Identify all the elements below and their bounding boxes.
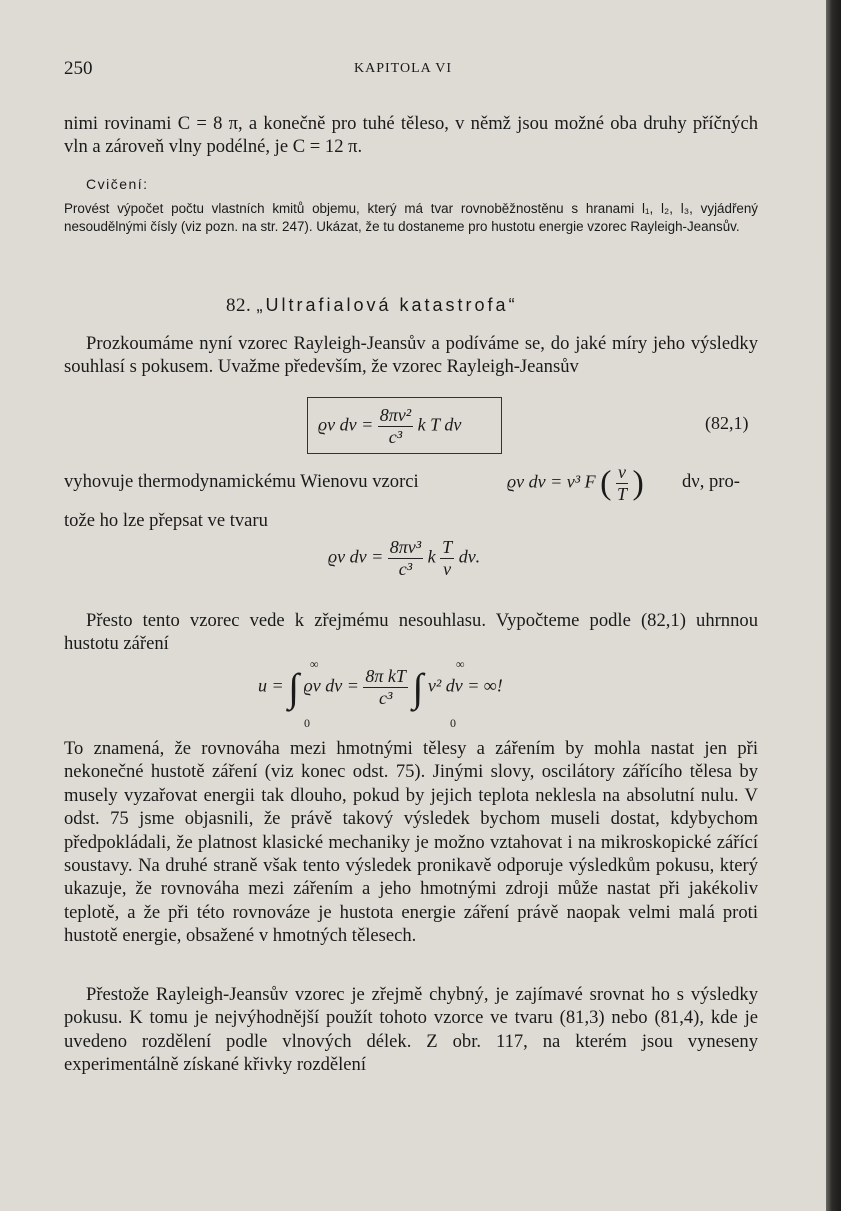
paragraph-3-end: dν, pro- bbox=[682, 471, 740, 492]
paragraph-6: To znamená, že rovnováha mezi hmotnými tělesy a zářením by mohla nastat jen při nekonečné hustotě záření (viz konec odst. 75). Jinými slovy, oscilátory zářícího tělesa by musely vyzařovat energii tak dlouho, pokud by jejich teplota neklesla na absolutní nulu. V odst. 75 jsme objasnili, že právě takový výsledek bychom museli dostat, kdybychom předpokládali, že platnost klasické mechaniky je možno vztahovat i na mikroskopické zářící soustavy. Na druhé straně však tento výsledek pronikavě odporuje výsledkům pokusu, který ukazuje, že rovnováha mezi zářením a jeho hmotnými zdroji může nastat při jakékoliv teplotě, a že při této rovnováze je hustota energie záření právě naopak velmi malá proti hustotě energie, obsažené v hmotných tělesech. bbox=[64, 738, 758, 947]
paragraph-2: Prozkoumáme nyní vzorec Rayleigh-Jeansův a podíváme se, do jaké míry jeho výsledky souhlasí s pokusem. Uvažme především, že vzorec Rayleigh-Jeansův bbox=[64, 333, 758, 378]
integral-1-lower-limit: 0 bbox=[304, 716, 310, 730]
eq1-denominator: c³ bbox=[388, 427, 403, 447]
wien-paren-left: ( bbox=[600, 464, 612, 502]
eq2-denominator: c³ bbox=[398, 559, 413, 579]
wien-paren-right: ) bbox=[632, 464, 644, 502]
section-number: 82. bbox=[226, 295, 252, 316]
eq3-integrand-2: ν² dν = ∞! bbox=[427, 675, 503, 696]
paragraph-7: Přestože Rayleigh-Jeansův vzorec je zřejmě chybný, je zajímavé srovnat ho s výsledky pokusu. K tomu je nejvýhodnější použít tohoto vzorce ve tvaru (81,3) nebo (81,4), kde je uvedeno rozdělení podle vlnových délek. Z obr. 117, na kterém jsou vyneseny experimentálně získané křivky rozdělení bbox=[64, 984, 758, 1076]
integral-2-lower-limit: 0 bbox=[450, 716, 456, 730]
book-edge bbox=[826, 0, 841, 1211]
integral-2-upper-limit: ∞ bbox=[456, 657, 465, 671]
eq2-numerator-2: T bbox=[442, 537, 453, 557]
integral-sign-1: ∫ bbox=[288, 665, 300, 710]
exercise-label: Cvičení: bbox=[86, 176, 149, 192]
wien-lhs: ϱν dν = ν³ F bbox=[507, 471, 596, 492]
eq2-k: k bbox=[427, 546, 436, 567]
eq2-numerator: 8πν³ bbox=[389, 537, 422, 557]
eq2-lhs: ϱν dν = bbox=[328, 546, 384, 567]
eq2-denominator-2: ν bbox=[443, 559, 452, 579]
wien-denominator: T bbox=[616, 484, 627, 504]
eq1-numerator: 8πν² bbox=[379, 405, 412, 425]
eq3-denominator: c³ bbox=[378, 688, 393, 708]
eq1-fraction bbox=[378, 405, 413, 448]
eq2-end: dν. bbox=[458, 546, 481, 567]
section-heading bbox=[226, 295, 518, 317]
eq1-rhs: k T dν bbox=[417, 414, 462, 435]
paragraph-4: tože ho lze přepsat ve tvaru bbox=[64, 510, 268, 531]
wien-formula bbox=[507, 462, 644, 505]
eq3-u: u = bbox=[258, 675, 284, 696]
eq3-fraction bbox=[363, 666, 408, 709]
eq2-fraction-2 bbox=[440, 537, 454, 580]
running-head: KAPITOLA VI bbox=[354, 61, 452, 76]
integral-sign-2: ∫ bbox=[412, 665, 424, 710]
paragraph-5: Přesto tento vzorec vede k zřejmému nesouhlasu. Vypočteme podle (82,1) uhrnnou hustotu záření bbox=[64, 610, 758, 655]
section-title: „Ultrafialová katastrofa“ bbox=[256, 295, 518, 315]
wien-fraction bbox=[616, 462, 628, 505]
wien-numerator: ν bbox=[617, 462, 626, 482]
equation-total-density bbox=[258, 664, 503, 711]
equation-rewritten bbox=[328, 537, 480, 580]
eq2-fraction bbox=[388, 537, 423, 580]
exercise-text: Provést výpočet počtu vlastních kmitů objemu, který má tvar rovnoběžnostěnu s hranami l₁, l₂, l₃, vyjádřený nesoudělnými čísly (viz pozn. na str. 247). Ukázat, že tu dostaneme pro hustotu energie vzorec Rayleigh-Jeansův. bbox=[64, 201, 758, 235]
eq1-lhs: ϱν dν = bbox=[318, 414, 374, 435]
equation-82-1 bbox=[318, 405, 461, 448]
page-number: 250 bbox=[64, 58, 93, 79]
equation-number-82-1: (82,1) bbox=[705, 413, 749, 433]
paragraph-3: vyhovuje thermodynamickému Wienovu vzorci bbox=[64, 471, 419, 492]
eq3-numerator: 8π kT bbox=[365, 666, 406, 686]
paragraph-1: nimi rovinami C = 8 π, a konečně pro tuhé těleso, v němž jsou možné oba druhy příčných vln a zároveň vlny podélné, je C = 12 π. bbox=[64, 113, 758, 158]
integral-1-upper-limit: ∞ bbox=[310, 657, 319, 671]
eq3-integrand-1: ϱν dν = bbox=[303, 675, 359, 696]
